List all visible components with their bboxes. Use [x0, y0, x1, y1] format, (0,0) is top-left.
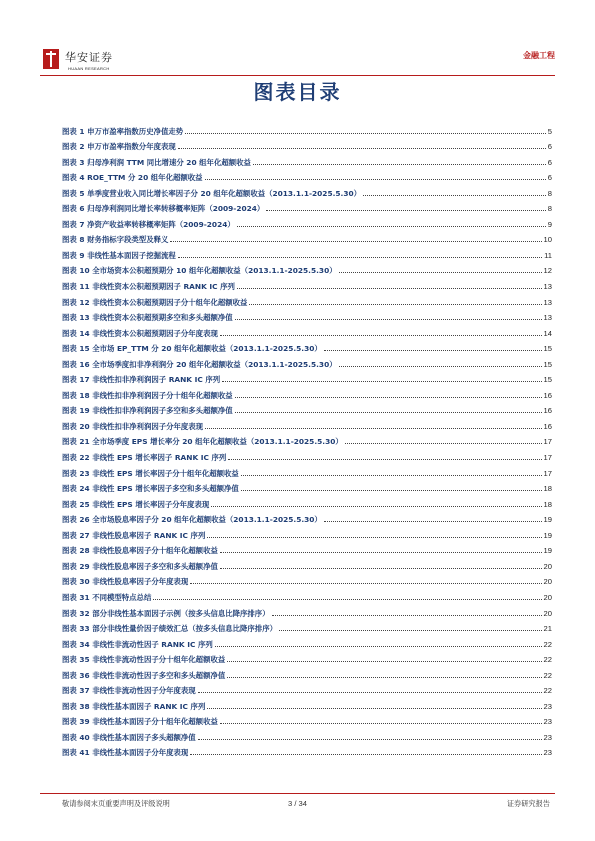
toc-entry-title[interactable]: 图表 41 非线性基本面因子分年度表现 [62, 748, 189, 758]
toc-dot-leader [279, 630, 542, 631]
toc-entry-title[interactable]: 图表 32 部分非线性基本面因子示例（按多头信息比降序排序） [62, 608, 270, 618]
toc-entry-title[interactable]: 图表 14 非线性资本公积超预期因子分年度表现 [62, 328, 218, 338]
toc-dot-leader [235, 397, 542, 398]
toc-entry-title[interactable]: 图表 26 全市场股息率因子分 20 组年化超额收益（2013.1.1-2025.5.30） [62, 515, 322, 525]
footer-disclaimer: 敬请参阅末页重要声明及评级说明 [62, 799, 170, 808]
toc-entry-title[interactable]: 图表 1 申万市盈率指数历史净值走势 [62, 126, 184, 136]
toc-entry[interactable] [62, 229, 552, 245]
toc-dot-leader [190, 754, 541, 755]
toc-dot-leader [228, 459, 541, 460]
toc-dot-leader [266, 210, 545, 211]
toc-dot-leader [227, 661, 541, 662]
toc-entry[interactable] [62, 664, 552, 680]
toc-entry-title[interactable]: 图表 27 非线性股息率因子 RANK IC 序列 [62, 530, 206, 540]
toc-entry-page[interactable]: 23 [543, 717, 552, 727]
toc-entry-title[interactable]: 图表 22 非线性 EPS 增长率因子 RANK IC 序列 [62, 453, 227, 463]
toc-entry[interactable] [62, 462, 552, 478]
toc-dot-leader [324, 521, 542, 522]
toc-entry-page[interactable]: 17 [543, 437, 552, 447]
toc-dot-leader [205, 179, 546, 180]
toc-entry-title[interactable]: 图表 28 非线性股息率因子分十组年化超额收益 [62, 546, 218, 556]
toc-entry-page[interactable]: 17 [543, 468, 552, 478]
toc-dot-leader [222, 381, 541, 382]
toc-entry-page[interactable]: 5 [547, 126, 552, 136]
toc-entry[interactable] [62, 524, 552, 540]
toc-entry-page[interactable]: 23 [543, 748, 552, 758]
toc-dot-leader [235, 319, 542, 320]
toc-entry[interactable] [62, 555, 552, 571]
toc-dot-leader [324, 350, 542, 351]
toc-entry-page[interactable]: 20 [543, 608, 552, 618]
toc-entry-page[interactable]: 18 [543, 499, 552, 509]
toc-dot-leader [153, 599, 541, 600]
toc-entry-title[interactable]: 图表 34 非线性非流动性因子 RANK IC 序列 [62, 639, 213, 649]
toc-dot-leader [237, 226, 546, 227]
toc-entry-title[interactable]: 图表 36 非线性非流动性因子多空和多头超额净值 [62, 670, 226, 680]
toc-entry-title[interactable]: 图表 13 非线性资本公积超预期多空和多头超额净值 [62, 313, 233, 323]
toc-dot-leader [237, 288, 542, 289]
toc-entry-title[interactable]: 图表 3 归母净利润 TTM 同比增速分 20 组年化超额收益 [62, 157, 251, 167]
toc-entry-title[interactable]: 图表 11 非线性资本公积超预期因子 RANK IC 序列 [62, 282, 235, 292]
toc-entry-page[interactable]: 14 [543, 328, 552, 338]
toc-entry-title[interactable]: 图表 2 申万市盈率指数分年度表现 [62, 142, 176, 152]
toc-entry-title[interactable]: 图表 38 非线性基本面因子 RANK IC 序列 [62, 701, 206, 711]
toc-entry-title[interactable]: 图表 31 不同模型特点总结 [62, 592, 152, 602]
table-of-figures [62, 120, 552, 757]
toc-entry-page[interactable]: 6 [547, 142, 552, 152]
logo-english-name: HUAAN RESEARCH [68, 66, 110, 71]
toc-entry[interactable] [62, 446, 552, 462]
toc-entry[interactable] [62, 213, 552, 229]
toc-entry-title[interactable]: 图表 33 部分非线性量价因子绩效汇总（按多头信息比降序排序） [62, 624, 277, 634]
toc-entry[interactable] [62, 649, 552, 665]
toc-entry-page[interactable]: 15 [543, 344, 552, 354]
toc-entry-page[interactable]: 22 [543, 655, 552, 665]
toc-entry[interactable] [62, 400, 552, 416]
toc-entry-page[interactable]: 23 [543, 701, 552, 711]
toc-entry-page[interactable]: 20 [543, 592, 552, 602]
toc-entry-title[interactable]: 图表 10 全市场资本公积超预期分 10 组年化超额收益（2013.1.1-2025.5.30） [62, 266, 337, 276]
toc-entry-title[interactable]: 图表 30 非线性股息率因子分年度表现 [62, 577, 189, 587]
toc-dot-leader [178, 148, 546, 149]
toc-entry[interactable] [62, 120, 552, 136]
toc-entry-title[interactable]: 图表 21 全市场季度 EPS 增长率分 20 组年化超额收益（2013.1.1-2025.5.30） [62, 437, 343, 447]
toc-entry-page[interactable]: 20 [543, 577, 552, 587]
toc-entry-title[interactable]: 图表 12 非线性资本公积超预期因子分十组年化超额收益 [62, 297, 248, 307]
toc-dot-leader [241, 490, 542, 491]
toc-entry[interactable] [62, 322, 552, 338]
toc-entry[interactable] [62, 415, 552, 431]
logo-mark-icon [43, 49, 59, 69]
toc-dot-leader [190, 583, 541, 584]
toc-entry[interactable] [62, 136, 552, 152]
toc-entry[interactable] [62, 431, 552, 447]
footer-report-type: 证券研究报告 [506, 799, 550, 808]
toc-entry-title[interactable]: 图表 15 全市场 EP_TTM 分 20 组年化超额收益（2013.1.1-2025.5.30） [62, 344, 322, 354]
toc-dot-leader [272, 615, 542, 616]
toc-entry-title[interactable]: 图表 4 ROE_TTM 分 20 组年化超额收益 [62, 173, 203, 183]
toc-entry[interactable] [62, 571, 552, 587]
toc-dot-leader [241, 475, 542, 476]
toc-entry-page[interactable]: 19 [543, 546, 552, 556]
toc-entry-page[interactable]: 23 [543, 732, 552, 742]
toc-entry-page[interactable]: 6 [547, 173, 552, 183]
toc-entry-page[interactable]: 16 [543, 390, 552, 400]
page-header [40, 48, 555, 74]
toc-dot-leader [178, 257, 542, 258]
toc-entry[interactable] [62, 198, 552, 214]
toc-entry-title[interactable]: 图表 7 净资产收益率转移概率矩阵（2009-2024） [62, 219, 235, 229]
toc-entry[interactable] [62, 151, 552, 167]
toc-entry-page[interactable]: 13 [543, 297, 552, 307]
toc-entry[interactable] [62, 602, 552, 618]
toc-entry[interactable] [62, 260, 552, 276]
toc-entry[interactable] [62, 369, 552, 385]
toc-dot-leader [253, 164, 546, 165]
toc-entry-title[interactable]: 图表 37 非线性非流动性因子分年度表现 [62, 686, 196, 696]
toc-entry[interactable] [62, 182, 552, 198]
toc-entry-page[interactable]: 12 [543, 266, 552, 276]
toc-entry-title[interactable]: 图表 5 单季度营业收入同比增长率因子分 20 组年化超额收益（2013.1.1-2025.5.30） [62, 188, 362, 198]
toc-entry-title[interactable]: 图表 18 非线性扣非净利润因子分十组年化超额收益 [62, 390, 233, 400]
toc-entry[interactable] [62, 509, 552, 525]
toc-dot-leader [220, 723, 542, 724]
toc-entry-page[interactable]: 22 [543, 670, 552, 680]
toc-entry-page[interactable]: 16 [543, 406, 552, 416]
toc-entry[interactable] [62, 244, 552, 260]
toc-entry-page[interactable]: 22 [543, 639, 552, 649]
toc-entry-page[interactable]: 19 [543, 530, 552, 540]
toc-entry-title[interactable]: 图表 8 财务指标字段类型及释义 [62, 235, 169, 245]
toc-entry[interactable] [62, 742, 552, 758]
toc-entry-page[interactable]: 9 [547, 219, 552, 229]
toc-entry[interactable] [62, 275, 552, 291]
toc-entry[interactable] [62, 493, 552, 509]
toc-dot-leader [198, 692, 542, 693]
toc-dot-leader [249, 304, 541, 305]
toc-entry-title[interactable]: 图表 29 非线性股息率因子多空和多头超额净值 [62, 561, 218, 571]
toc-entry[interactable] [62, 540, 552, 556]
toc-entry[interactable] [62, 384, 552, 400]
toc-entry-page[interactable]: 13 [543, 282, 552, 292]
toc-dot-leader [207, 708, 541, 709]
toc-entry-page[interactable]: 17 [543, 453, 552, 463]
toc-entry-page[interactable]: 11 [544, 250, 552, 260]
toc-dot-leader [198, 739, 542, 740]
toc-entry[interactable] [62, 338, 552, 354]
toc-entry-title[interactable]: 图表 9 非线性基本面因子挖掘流程 [62, 250, 176, 260]
toc-entry[interactable] [62, 633, 552, 649]
toc-entry-title[interactable]: 图表 40 非线性基本面因子多头超额净值 [62, 732, 196, 742]
toc-entry[interactable] [62, 680, 552, 696]
logo-chinese-name: 华安证券 [65, 51, 113, 64]
toc-dot-leader [220, 552, 542, 553]
toc-entry-page[interactable]: 18 [543, 484, 552, 494]
toc-entry-title[interactable]: 图表 6 归母净利润同比增长率转移概率矩阵（2009-2024） [62, 204, 265, 214]
toc-entry-page[interactable]: 15 [543, 375, 552, 385]
toc-entry-page[interactable]: 20 [543, 561, 552, 571]
toc-entry-title[interactable]: 图表 35 非线性非流动性因子分十组年化超额收益 [62, 655, 226, 665]
toc-entry-title[interactable]: 图表 20 非线性扣非净利润因子分年度表现 [62, 421, 204, 431]
footer-divider [40, 793, 555, 794]
toc-entry-page[interactable]: 13 [543, 313, 552, 323]
toc-entry[interactable] [62, 353, 552, 369]
toc-entry-page[interactable]: 22 [543, 686, 552, 696]
toc-entry[interactable] [62, 695, 552, 711]
toc-entry[interactable] [62, 711, 552, 727]
toc-entry[interactable] [62, 618, 552, 634]
toc-entry-page[interactable]: 8 [547, 188, 552, 198]
toc-dot-leader [220, 335, 542, 336]
toc-dot-leader [205, 428, 541, 429]
section-label: 金融工程 [523, 51, 555, 60]
toc-entry[interactable] [62, 586, 552, 602]
toc-dot-leader [185, 133, 546, 134]
toc-entry[interactable] [62, 167, 552, 183]
toc-dot-leader [363, 195, 546, 196]
toc-dot-leader [220, 568, 542, 569]
toc-dot-leader [345, 443, 542, 444]
toc-entry-title[interactable]: 图表 24 非线性 EPS 增长率因子多空和多头超额净值 [62, 484, 239, 494]
toc-dot-leader [215, 646, 542, 647]
toc-entry-title[interactable]: 图表 25 非线性 EPS 增长率因子分年度表现 [62, 499, 210, 509]
toc-entry-page[interactable]: 21 [543, 624, 552, 634]
toc-entry-title[interactable]: 图表 17 非线性扣非净利润因子 RANK IC 序列 [62, 375, 221, 385]
toc-entry[interactable] [62, 307, 552, 323]
toc-entry[interactable] [62, 726, 552, 742]
toc-entry-title[interactable]: 图表 19 非线性扣非净利润因子多空和多头超额净值 [62, 406, 233, 416]
toc-dot-leader [227, 677, 541, 678]
toc-entry-page[interactable]: 15 [543, 359, 552, 369]
page-number: 3 / 34 [288, 799, 307, 808]
toc-dot-leader [339, 366, 542, 367]
toc-entry-page[interactable]: 16 [543, 421, 552, 431]
toc-dot-leader [170, 241, 541, 242]
toc-entry-title[interactable]: 图表 16 全市场季度扣非净利润分 20 组年化超额收益（2013.1.1-2025.5.30） [62, 359, 337, 369]
toc-entry-title[interactable]: 图表 39 非线性基本面因子分十组年化超额收益 [62, 717, 218, 727]
company-logo [43, 48, 163, 74]
toc-entry[interactable] [62, 291, 552, 307]
toc-entry-page[interactable]: 6 [547, 157, 552, 167]
toc-entry[interactable] [62, 478, 552, 494]
toc-dot-leader [235, 412, 542, 413]
toc-dot-leader [211, 506, 541, 507]
toc-dot-leader [207, 537, 541, 538]
page-title: 图表目录 [253, 80, 342, 104]
toc-entry-page[interactable]: 10 [543, 235, 552, 245]
toc-entry-page[interactable]: 8 [547, 204, 552, 214]
toc-entry-title[interactable]: 图表 23 非线性 EPS 增长率因子分十组年化超额收益 [62, 468, 239, 478]
toc-entry-page[interactable]: 19 [543, 515, 552, 525]
toc-dot-leader [339, 272, 542, 273]
